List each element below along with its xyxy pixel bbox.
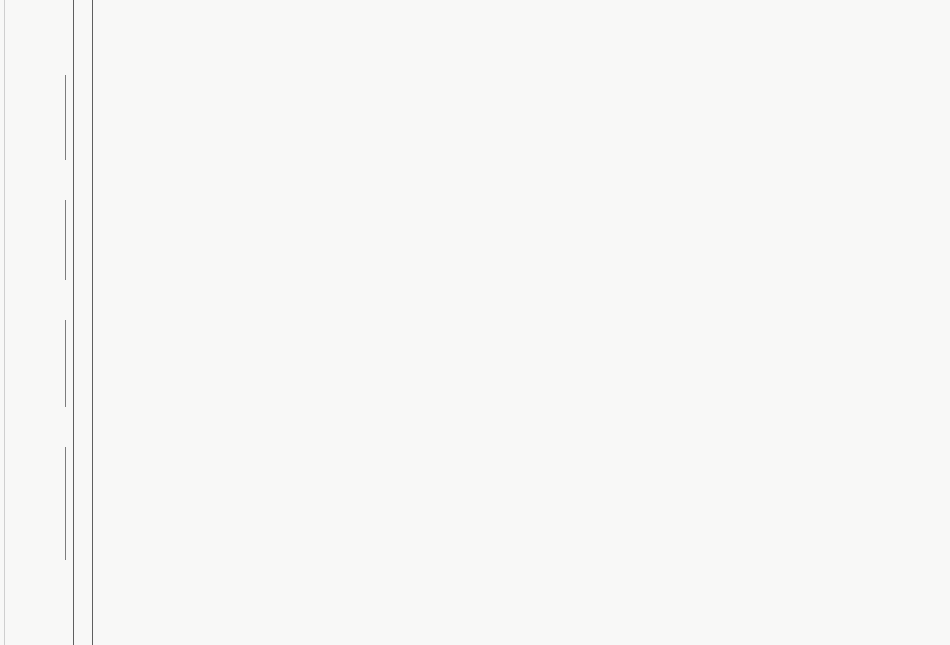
text-line [530, 74, 905, 88]
text-line [530, 500, 905, 514]
text-line [530, 330, 905, 344]
text-line [108, 377, 488, 391]
page-footer [108, 608, 488, 620]
text-line [530, 216, 905, 230]
text-line [530, 472, 905, 486]
text-line [108, 363, 488, 377]
notice-heading [128, 119, 470, 133]
name-label [54, 281, 65, 303]
notice-line [128, 173, 470, 187]
paragraph [530, 145, 905, 173]
text-line [530, 358, 905, 372]
material-2-source [530, 585, 905, 599]
text-line [530, 174, 905, 188]
text-line [530, 372, 905, 386]
text-line [530, 443, 905, 457]
text-line [530, 188, 905, 202]
text-line [108, 320, 488, 334]
text-line [108, 420, 488, 434]
text-line [530, 301, 905, 315]
text-line [108, 392, 488, 406]
text-line [108, 306, 488, 320]
text-line [530, 344, 905, 358]
text-line [530, 514, 905, 528]
notice-line [128, 146, 470, 160]
paragraph-continued [530, 46, 905, 117]
text-line [530, 415, 905, 429]
notice-line [128, 201, 470, 215]
text-line [530, 401, 905, 415]
text-line [108, 563, 488, 577]
exam-notice [128, 119, 470, 214]
text-line [108, 506, 488, 520]
text-line [108, 549, 488, 563]
material-2-label [530, 131, 905, 145]
text-line [530, 387, 905, 401]
class-fill-line [65, 320, 66, 407]
text-line [530, 160, 905, 174]
class-label [54, 407, 65, 429]
paragraph [530, 174, 905, 302]
text-line [530, 145, 905, 159]
section-heading [108, 220, 488, 234]
text-line [108, 349, 488, 363]
text-line [108, 449, 488, 463]
text-line [108, 592, 488, 606]
text-line [108, 277, 488, 291]
text-line [530, 60, 905, 74]
notice-line [128, 160, 470, 174]
text-line [108, 291, 488, 305]
text-line [530, 273, 905, 287]
text-line [530, 571, 905, 585]
page2-text-column [530, 46, 905, 599]
paragraph [108, 420, 488, 534]
school-label [54, 559, 65, 581]
text-line [108, 520, 488, 534]
reading-instruction [108, 249, 488, 263]
text-line [530, 89, 905, 103]
name-fill-line [65, 200, 66, 280]
text-line [108, 477, 488, 491]
text-line [108, 577, 488, 591]
seal-notice [76, 197, 88, 435]
material-1-source [530, 117, 905, 131]
page-footer [530, 609, 905, 621]
scan-edge-line [4, 0, 5, 645]
text-line [530, 543, 905, 557]
text-line [530, 287, 905, 301]
school-fill-line [65, 447, 66, 560]
text-line [530, 245, 905, 259]
text-line [530, 316, 905, 330]
text-line [530, 486, 905, 500]
text-line [108, 463, 488, 477]
exam-number-fill-line [65, 75, 66, 160]
text-line [108, 434, 488, 448]
subsection-heading [108, 234, 488, 248]
notice-line [128, 187, 470, 201]
text-line [108, 535, 488, 549]
paragraph [108, 277, 488, 320]
paragraph [530, 415, 905, 585]
notice-line [128, 133, 470, 147]
paragraph [108, 535, 488, 606]
text-line [530, 46, 905, 60]
text-line [530, 259, 905, 273]
reading-section [108, 220, 488, 606]
text-line [530, 230, 905, 244]
paragraph [530, 301, 905, 415]
text-line [530, 457, 905, 471]
text-line [108, 492, 488, 506]
material-1-label [108, 263, 488, 277]
text-line [530, 528, 905, 542]
text-line [530, 202, 905, 216]
text-line [530, 103, 905, 117]
seal-line-outer [73, 0, 74, 645]
paragraph [108, 320, 488, 420]
text-line [530, 429, 905, 443]
text-line [108, 334, 488, 348]
text-line [108, 406, 488, 420]
seal-line-inner [92, 0, 93, 645]
text-line [530, 557, 905, 571]
exam-number-label [54, 159, 65, 181]
